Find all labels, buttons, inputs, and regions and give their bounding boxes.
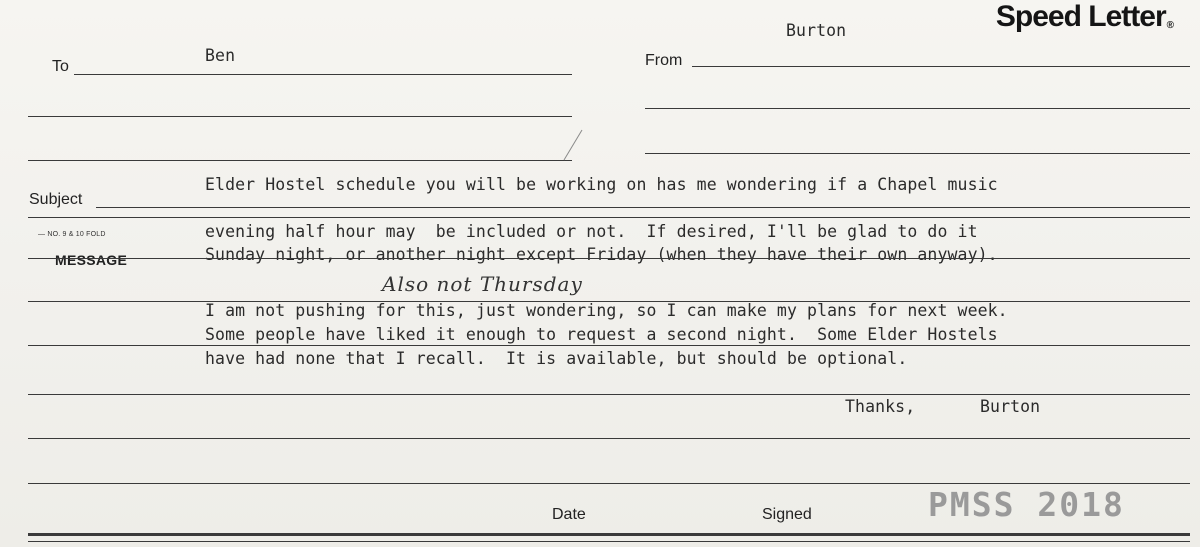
from-address-line-1 <box>645 108 1190 109</box>
to-label: To <box>52 58 69 75</box>
to-address-line-2 <box>28 160 572 161</box>
closing-name: Burton <box>980 397 1041 416</box>
message-rule-4 <box>28 394 1190 395</box>
subject-text: Elder Hostel schedule you will be working on has me wondering if a Chapel music <box>205 175 998 194</box>
handwritten-note: Also not Thursday <box>382 272 583 296</box>
message-rule-3 <box>28 345 1190 346</box>
from-label: From <box>645 52 683 69</box>
message-label: MESSAGE <box>55 252 128 268</box>
registered-mark: ® <box>1166 20 1174 31</box>
closing-thanks: Thanks, <box>845 397 916 416</box>
message-line-0 <box>28 217 1190 218</box>
message-rule-1 <box>28 258 1190 259</box>
message-line-5: have had none that I recall. It is available, but should be optional. <box>205 349 908 368</box>
subject-label: Subject <box>29 191 83 208</box>
bottom-rule <box>28 533 1190 536</box>
date-label: Date <box>552 506 586 523</box>
from-line <box>692 66 1190 67</box>
archive-stamp: PMSS 2018 <box>928 485 1125 524</box>
message-rule-5 <box>28 438 1190 439</box>
subject-line <box>96 207 1190 208</box>
pencil-stroke <box>558 126 598 166</box>
to-address-line-1 <box>28 116 572 117</box>
bottom-rule-2 <box>28 541 1190 542</box>
to-line <box>74 74 572 75</box>
from-value: Burton <box>786 21 847 40</box>
signed-label: Signed <box>762 506 812 523</box>
brand-name: Speed Letter <box>995 0 1166 33</box>
to-value: Ben <box>205 46 236 65</box>
message-line-2: Sunday night, or another night except Friday (when they have their own anyway). <box>205 245 998 264</box>
message-rule-6 <box>28 483 1190 484</box>
message-line-4: Some people have liked it enough to request a second night. Some Elder Hostels <box>205 325 998 344</box>
fold-note: — NO. 9 & 10 FOLD <box>38 231 106 238</box>
from-address-line-2 <box>645 153 1190 154</box>
message-line-3: I am not pushing for this, just wondering, so I can make my plans for next week. <box>205 301 1008 320</box>
brand-logo <box>996 0 1174 34</box>
message-line-1: evening half hour may be included or not. If desired, I'll be glad to do it <box>205 222 978 241</box>
